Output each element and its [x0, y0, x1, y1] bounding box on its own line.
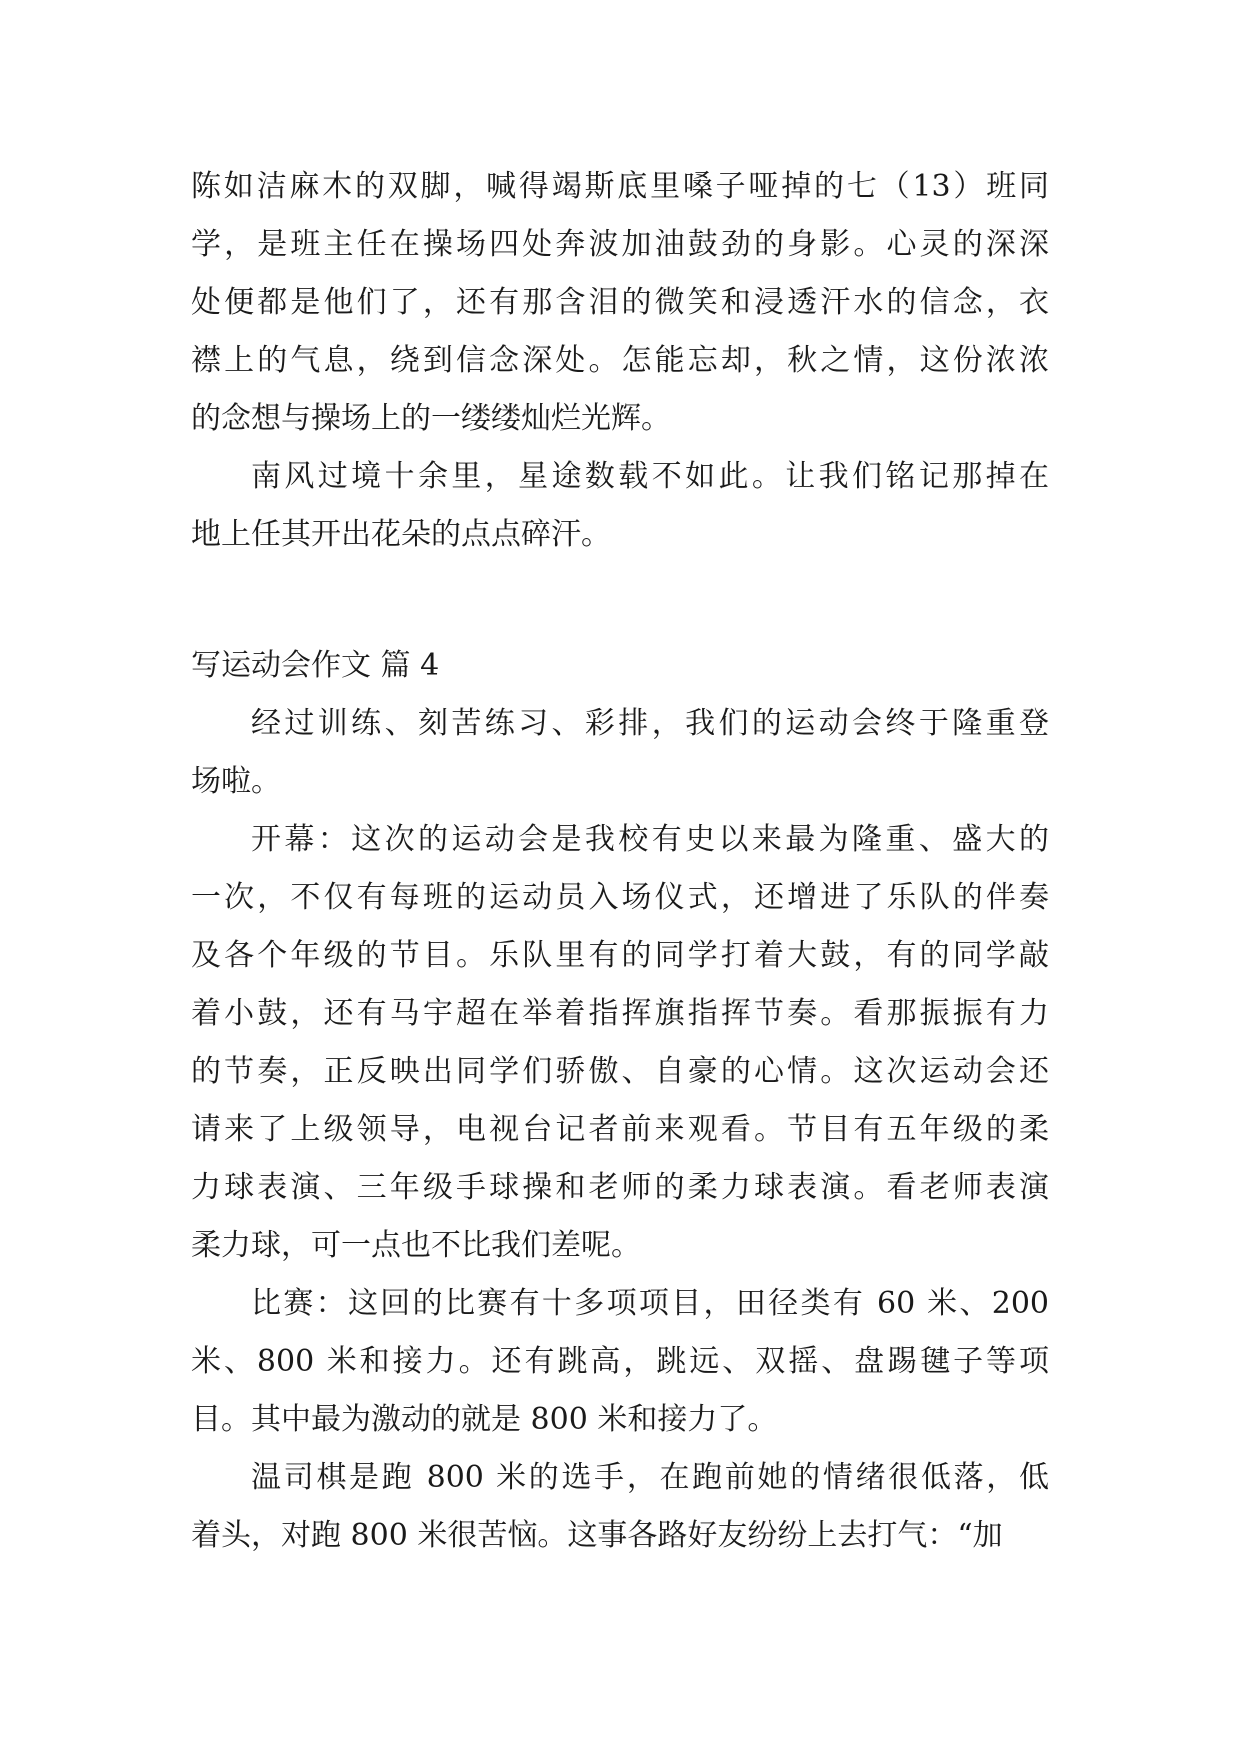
- body-text-before: [191, 158, 1049, 564]
- document-page: [191, 158, 1049, 1565]
- text-line: 米、800 米和接力。还有跳高，跳远、双摇、盘踢毽子等项: [191, 1344, 1049, 1379]
- text-line: 开幕：这次的运动会是我校有史以来最为隆重、盛大的: [251, 822, 1049, 857]
- text-line: 陈如洁麻木的双脚，喊得竭斯底里嗓子哑掉的七（13）班同: [191, 169, 1049, 204]
- paragraph: [191, 1449, 1049, 1565]
- paragraph: [191, 695, 1049, 811]
- paragraph: [191, 1275, 1049, 1449]
- text-line: 的节奏，正反映出同学们骄傲、自豪的心情。这次运动会还: [191, 1054, 1049, 1089]
- text-line: 着小鼓，还有马宇超在举着指挥旗指挥节奏。看那振振有力: [191, 996, 1049, 1031]
- text-line: 柔力球，可一点也不比我们差呢。: [191, 1228, 641, 1263]
- text-line: 地上任其开出花朵的点点碎汗。: [191, 517, 611, 552]
- paragraph: [191, 448, 1049, 564]
- text-line: 一次，不仅有每班的运动员入场仪式，还增进了乐队的伴奏: [191, 880, 1049, 915]
- section-heading: 写运动会作文 篇 4: [191, 648, 440, 683]
- text-line: 力球表演、三年级手球操和老师的柔力球表演。看老师表演: [191, 1170, 1049, 1205]
- text-line: 温司棋是跑 800 米的选手，在跑前她的情绪很低落，低: [251, 1460, 1049, 1495]
- text-line: 学，是班主任在操场四处奔波加油鼓劲的身影。心灵的深深: [191, 227, 1049, 262]
- text-line: 比赛：这回的比赛有十多项项目，田径类有 60 米、200: [251, 1286, 1049, 1321]
- text-line: 及各个年级的节目。乐队里有的同学打着大鼓，有的同学敲: [191, 938, 1049, 973]
- paragraph: [191, 158, 1049, 448]
- text-line: 的念想与操场上的一缕缕灿烂光辉。: [191, 401, 671, 436]
- text-line: 请来了上级领导，电视台记者前来观看。节目有五年级的柔: [191, 1112, 1049, 1147]
- text-line: 着头，对跑 800 米很苦恼。这事各路好友纷纷上去打气：“加: [191, 1518, 1003, 1553]
- text-line: 襟上的气息，绕到信念深处。怎能忘却，秋之情，这份浓浓: [191, 343, 1049, 378]
- body-text-after: [191, 695, 1049, 1565]
- text-line: 目。其中最为激动的就是 800 米和接力了。: [191, 1402, 778, 1437]
- text-line: 场啦。: [191, 764, 281, 799]
- paragraph: [191, 811, 1049, 1275]
- text-line: 南风过境十余里，星途数载不如此。让我们铭记那掉在: [251, 459, 1049, 494]
- text-line: 处便都是他们了，还有那含泪的微笑和浸透汗水的信念，衣: [191, 285, 1049, 320]
- text-line: 经过训练、刻苦练习、彩排，我们的运动会终于隆重登: [251, 706, 1049, 741]
